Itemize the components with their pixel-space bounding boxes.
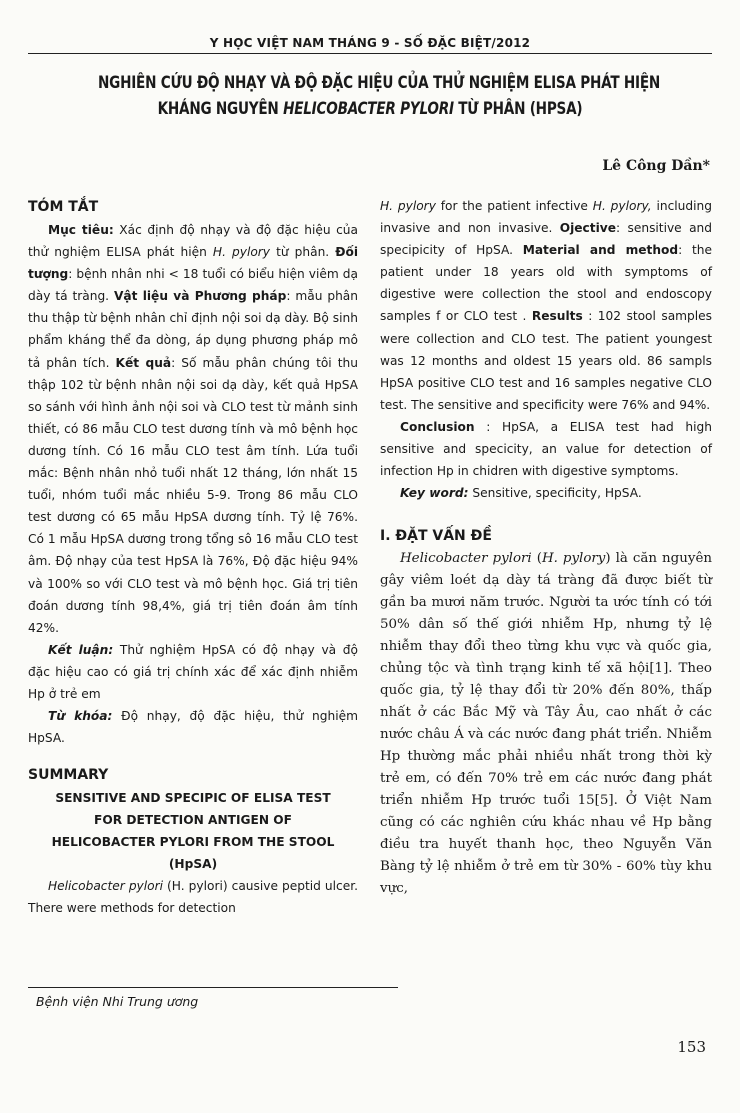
muc-tieu-label: Mục tiêu:: [48, 223, 114, 237]
muc-tieu-text-b: từ phân.: [270, 245, 336, 260]
muc-tieu-italic: H. pylory: [212, 245, 271, 260]
section-1-italic-2: H. pylory: [541, 551, 606, 567]
keyword-text: Sensitive, specificity, HpSA.: [468, 486, 642, 501]
summary-title-line-1: SENSITIVE AND SPECIPIC OF ELISA TEST: [55, 791, 331, 806]
keyword-label: Key word:: [400, 486, 469, 501]
summary-heading: SUMMARY: [28, 767, 109, 784]
tomtat-heading: TÓM TẮT: [28, 199, 99, 215]
vat-lieu-text: : mẫu phân thu thập từ bệnh nhân chỉ định nội soi dạ dày. Bộ sinh phẩm kháng thể đa dòng, áp dụng phương pháp mô tả phân tích.: [28, 289, 358, 370]
author: Lê Công Dần*: [602, 158, 710, 174]
ket-qua-label: Kết quả: [115, 355, 172, 370]
ket-luan-label: Kết luận:: [48, 642, 114, 657]
summary-title-line-2: FOR DETECTION ANTIGEN OF: [94, 813, 292, 828]
ket-luan-paragraph: [28, 639, 358, 705]
summary-h2: H. pylory,: [592, 199, 652, 213]
title-line-2: [98, 96, 642, 122]
title-line-1: NGHIÊN CỨU ĐỘ NHẠY VÀ ĐỘ ĐẶC HIỆU CỦA THỬ NGHIỆM ELISA PHÁT HIỆN: [98, 73, 661, 93]
section-1-heading: I. ĐẶT VẤN ĐỀ: [380, 528, 492, 545]
left-column: [28, 195, 358, 919]
doi-tuong-text: : bệnh nhân nhi < 18 tuổi có biểu hiện viêm dạ dày tá tràng.: [28, 267, 358, 304]
right-column: [380, 195, 712, 900]
results-label: Results: [531, 309, 583, 324]
summary-title: [28, 787, 358, 875]
conclusion-text: : HpSA, a ELISA test had high sensitive and specicity, an value for detection of infection Hp in chidren with digestive symptoms.: [380, 419, 712, 479]
objective-label: Ojective: [559, 221, 616, 236]
summary-intro-text: (H. pylori) causive peptid ulcer. There were methods for detection: [28, 879, 358, 916]
ket-luan-text: Thử nghiệm HpSA có độ nhạy và độ đặc hiệu cao có giá trị chính xác để xác định nhiễm Hp ở trẻ em: [28, 642, 358, 701]
section-1-body: [380, 548, 712, 900]
article-title: [98, 70, 661, 122]
section-1-t2: ) là căn nguyên gây viêm loét dạ dày tá tràng đã được biết từ gần ba mươi năm trước. Người ta ước tính có tới 50% dân số thế giới nhiễm Hp, nhưng tỷ lệ nhiễm thay đổi theo từng khu vực và quốc gia, chủng tộc và tình trạng kinh tế xã hội[1]. Theo quốc gia, tỷ lệ thay đổi từ 20% đến 80%, thấp nhất ở các Bắc Mỹ và Tây Âu, cao nhất ở các nước châu Á và các nước đang phát triển. Nhiễm Hp thường mắc phải nhiều nhất trong thời kỳ trẻ em, có đến 70% trẻ em các nước đang phát triển nhiễm Hp trước tuổi 15[5]. Ở Việt Nam cũng có các nghiên cứu khác nhau về Hp bằng điều tra huyết thanh học, theo Nguyễn Văn Bàng tỷ lệ nhiễm ở trẻ em từ 30% - 60% tùy khu vực,: [380, 551, 712, 897]
section-1-t1: (: [531, 551, 542, 567]
summary-intro-start: [28, 875, 358, 919]
page-number: 153: [677, 1038, 706, 1056]
summary-title-line-4: (HpSA): [168, 857, 218, 872]
material-method-label: Material and method: [522, 243, 679, 258]
tu-khoa-label: Từ khóa:: [48, 709, 113, 724]
footnote-rule: [28, 987, 398, 988]
footnote: Bệnh viện Nhi Trung ương: [36, 994, 199, 1009]
results-text: : 102 stool samples were collection and CLO test. The patient youngest was 12 months and oldest 15 years old. 86 sampls HpSA positive CLO test and 16 samples negative CLO test. The sensitive and specificity were 76% and 94%.: [380, 309, 713, 412]
summary-h1: H. pylory: [380, 199, 436, 213]
vat-lieu-label: Vật liệu và Phương pháp: [113, 289, 287, 304]
tomtat-abstract: [28, 219, 358, 639]
conclusion-paragraph: [380, 416, 712, 482]
header-rule: [28, 53, 712, 54]
summary-t2: including invasive and non invasive.: [380, 199, 712, 236]
conclusion-label: Conclusion: [400, 419, 475, 434]
doi-tuong-label: Đối tượng: [28, 245, 359, 282]
summary-intro-italic: Helicobacter pylori: [48, 879, 164, 894]
material-method-text: : the patient under 18 years old with symptoms of digestive were collection the stool and endoscopy samples f or CLO test .: [380, 243, 713, 324]
summary-title-line-3: HELICOBACTER PYLORI FROM THE STOOL: [51, 835, 335, 850]
title-line-2-italic: HELICOBACTER PYLORI: [283, 99, 454, 119]
objective-text: : sensitive and specipicity of HpSA.: [380, 221, 712, 258]
summary-body: [380, 195, 712, 416]
tu-khoa-paragraph: [28, 705, 358, 749]
keyword-paragraph: [380, 482, 712, 504]
title-line-2-b: TỪ PHÂN (HPSA): [453, 99, 583, 119]
summary-t1: for the patient infective: [435, 199, 593, 213]
section-1-italic-1: Helicobacter pylori: [400, 551, 532, 567]
muc-tieu-text: Xác định độ nhạy và độ đặc hiệu của thử nghiệm ELISA phát hiện: [28, 223, 358, 260]
title-line-2-a: KHÁNG NGUYÊN: [157, 99, 284, 119]
journal-header: Y HỌC VIỆT NAM THÁNG 9 - SỐ ĐẶC BIỆT/2012: [209, 36, 531, 50]
tu-khoa-text: Độ nhạy, độ đặc hiệu, thử nghiệm HpSA.: [28, 709, 358, 746]
ket-qua-text: : Số mẫu phân chúng tôi thu thập 102 từ bệnh nhân nội soi dạ dày, kết quả HpSA so sánh với hình ảnh nội soi và CLO test từ mảnh sinh thiết, có 86 mẫu CLO test dương tính và mô bệnh học dương tính. Có 16 mẫu CLO test âm tính. Lứa tuổi mắc: Bệnh nhân nhỏ tuổi nhất 12 tháng, lớn nhất 15 tuổi, nhóm tuổi mắc nhiều 5-9. Trong 86 mẫu CLO test dương có 65 mẫu HpSA dương tính. Tỷ lệ 76%. Có 1 mẫu HpSA dương trong tổng sô 16 mẫu CLO test âm. Độ nhạy của test HpSA là 76%, Độ đặc hiệu 94% và 100% so với CLO test và mô bệnh học. Giá trị tiên đoán dương tính 98,4%, giá trị tiên đoán âm tính 42%.: [28, 355, 358, 635]
